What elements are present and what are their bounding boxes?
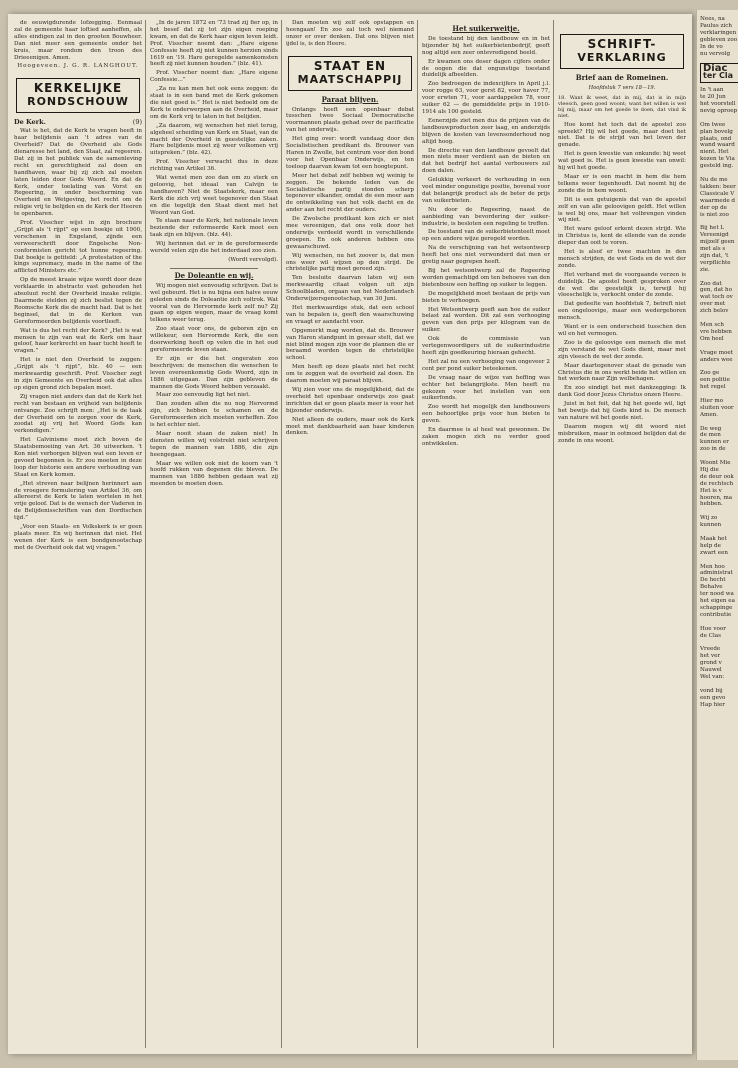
paragraph: En zoo eindigt het met dankzegging: Ik dank God door Jezus Christus onzen Heere. — [558, 385, 686, 399]
text-line — [700, 391, 738, 398]
text-line: gesteld ing. — [700, 163, 734, 170]
paragraph: Het ging over: wordt vandaag door den Socialistischen predikant ds. Brouwer van Haren in Zwolle, het centrum voor den bond voor het Openbaar Onderwijs, en ten toeloop daarvan kwam tot een hoogtepunt. — [286, 136, 414, 170]
paragraph: De toestand bij den landbouw en in het bijzonder bij het suikerbietenbedrijf, geeft nog altijd een zeer ontevredigend beeld. — [422, 35, 550, 56]
paragraph: En daarmee is al heel wat gewonnen. De zaken mogen zich nu verder goed ontwikkelen. — [422, 427, 550, 447]
article-title: Brief aan de Romeinen. — [575, 73, 669, 82]
text-line: Het is v — [700, 487, 722, 494]
adjacent-page-edge — [696, 10, 738, 1060]
text-line: Men hoo — [700, 563, 725, 570]
text-line: anders wee — [700, 356, 733, 363]
text-line: Amen. — [700, 411, 719, 418]
text-line: help de — [700, 542, 721, 549]
paragraph: Op de meest kraaie wijze wordt door deze verklaarde in abstracto vast gehouden het absoluut recht der Overheid inzake religie. Daarmede stelden zij zich beslist tegen de Roomsche Kerk die de macht had. Dat is het beginsel, dat in de Kerken van Gereformeerden belijdenis voortleeft. — [14, 277, 142, 325]
text-line: Paulus zich — [700, 22, 732, 29]
article-title — [14, 119, 142, 126]
column-rule — [145, 20, 146, 1048]
text-line: het voorstell — [700, 101, 736, 108]
paragraph: Het Calvinisme moet zich boven de Staatsbemoeiing van Art. 36 uitwerken. 't Kon niet verborgen blijven wat een leven er gevoed begonnen is. Er zou moeten in deze loop der historie een andere verhouding van Staat en Kerk komen. — [14, 437, 142, 478]
paragraph: Maar er is een macht in hem die hem telkens weer tegenhoudt. Dat noemt hij de zonde die in hem woont. — [558, 173, 686, 194]
paragraph: Zoo wordt het mogelijk den landbouwers een behoorlijke prijs voor hun bieten te geven. — [422, 404, 550, 425]
text-line: vre hebben — [700, 328, 732, 335]
column-rule — [417, 20, 418, 1048]
text-line: de deur ook — [700, 473, 734, 480]
section-header-line1: SCHRIFT- — [587, 37, 657, 51]
paragraph: Maar daartegenover staat de genade van Christus die in ons werkt beide het willen en het werken naar Zijn welbehagen. — [558, 362, 686, 383]
text-line: een gevo — [700, 694, 726, 701]
paragraph: Het verband met de voorgaande verzen is duidelijk. De apostel heeft gesproken over de wet die geestelijk is, terwijl hij vleeschelijk is, verkocht onder de zonde. — [558, 271, 686, 299]
text-line: is niet zoo — [700, 211, 729, 218]
text-line: De weg — [700, 425, 722, 432]
paragraph: Dan moeten wij zelf ook opstappen en heengaan! En zoo zal toch wel niemand onzer er over denken. Dat ons blijven niet ijdel is, is den Heere. — [286, 20, 414, 47]
article-intro: de eeuwigdurende lofzegging. Eenmaal zal de gemeente haar loftied aanheffen, als alles eindigen zal in den grooten Bouwheer. Dan niet meer een gemeente onder het kruis, maar rondom den troon des Drieeenigen. Amen. — [14, 20, 142, 61]
text-line: met als s — [700, 246, 726, 253]
paragraph: Het is alsof er twee machten in den mensch strijden, de wet Gods en de wet der zonde. — [558, 249, 686, 269]
text-line: kunnen — [700, 522, 722, 529]
paragraph: Het is geen kwestie van onkunde: hij weet wat goed is. Het is geen kwestie van onwil: hij wil het goede. — [558, 151, 686, 172]
text-line: wand waard — [700, 142, 735, 149]
text-line: Classicale V — [700, 190, 735, 197]
text-line: plaats, ond — [700, 135, 732, 142]
text-line: Men sch — [700, 321, 725, 328]
paragraph: Te staan naar de Kerk, het nationale leven beziende der reformeerde Kerk moet een taak zijn en blijven. (blz. 44). — [150, 218, 278, 239]
paragraph: Dat gedeelte van hoofdstuk 7, betreft niet een ongeloovige, maar een wedergeboren mensch. — [558, 301, 686, 322]
text-line: Hap hier — [700, 701, 725, 708]
text-line: een politie — [700, 377, 730, 384]
section-header-staat-en-maatschappij — [288, 56, 412, 91]
paragraph: Het is niet den Overheid te zeggen: „Grijpt als 't rijpt”, blz. 40 — een merkwaardig geschrift. Prof. Visscher zegt in zijn Gemeente en Overheid ook dat alles op eigen grond zich bepalen moet. — [14, 357, 142, 391]
column-1 — [14, 20, 142, 1048]
section-header-line2: RONDSCHOUW — [27, 95, 129, 109]
article-signature: Hoogeveen. J. G. R. LANGHOUT. — [17, 63, 139, 70]
text-line — [700, 115, 738, 122]
divider — [170, 268, 258, 269]
text-line: over met — [700, 301, 726, 308]
paragraph: Wij mogen niet eenvoudig schrijven. Dat is wel gebeurd. Het is nu bijna een halve eeuw geleden sinds de Doleantie zich voltrok. Wat vooral van de Hervormde kerk zelf nu? Zij gaan op eigen wegen, maar de vraag komt telkens weer terug. — [150, 282, 278, 324]
text-line: verklaringen — [700, 29, 737, 36]
text-line: Bij het L — [700, 225, 725, 232]
text-line: verpflichte — [700, 259, 731, 266]
text-line: De hecht — [700, 577, 726, 584]
paragraph: Wij zien voor ons de mogelijkheid, dat de overheid het openbaar onderwijs zoo gaat inrichten dat er geen plaats meer is voor het bijzonder onderwijs. — [286, 386, 414, 414]
paragraph: Wat wenst men zoo dan om zu sterk en geloovig, het ideaal van Calvijn te handhaven? Niet de Staatskerk, maar een Kerk die zich vrij weet tegenover den Staat en die tegelijk den Staat dient met het Woord van God. — [150, 175, 278, 216]
text-line: Vrage moet — [700, 349, 733, 356]
text-line: zoo in de — [700, 446, 726, 453]
text-line: takken: beer — [700, 183, 736, 190]
section-header-line2: MAATSCHAPPIJ — [297, 72, 403, 86]
text-line — [700, 170, 738, 177]
paragraph: Meer het debat zelf hebben wij weinig te zeggen. De bekende leden van de Socialistische partij stonden scherp tegenover elkander, omdat de een meer aan de ontwikkeling van het volk dacht en de ander aan het recht der ouders. — [286, 172, 414, 214]
text-line: Wij zo — [700, 515, 718, 522]
section-header-line2: VERKLARING — [577, 51, 667, 64]
paragraph: Prof. Visscher wijst in zijn brochure „Grijpt als 't rijpt” op een boekje uit 1900, verschenen in Engeland, zijnde een verweerschrift door Engelsche Non-conformisten gericht tot hunne regeering. Dat boekje is getiteld: „A protestation of the kings supremacy, made in the name of the afflicted Ministers etc.” — [14, 220, 142, 275]
paragraph: Juist in het feit, dat hij het goede wil, ligt het bewijs dat hij Gods kind is. De mensch van nature wil het goede niet. — [558, 401, 686, 421]
text-line: Maak het — [700, 535, 727, 542]
text-line: ter nood wa — [700, 591, 734, 598]
text-line: Om heel — [700, 335, 724, 342]
newspaper-page — [8, 14, 692, 1054]
section-header-kerkelijke-rondschouw — [16, 78, 140, 113]
text-line: Vreede — [700, 646, 721, 653]
paragraph: Wat is het, dat de Kerk te vragen heeft in haar belijdenis aan 't adres van de Overheid? Dat de Overheid als Gods dienaresse het land, den Staat, zal regeeren. Dat zij in het publiek van de samenleving recht en gerechtigheid zal doen en handhaven, waar bij zij zich zal moeten laten leiden door Gods Woord. En dat de Kerk, onder toelating van Vorst en Regeering, in onder bescherming van Overheid en Wetgeving, het recht om de religie vrij te belijden en de Kerk der Heeren te openbaren. — [14, 128, 142, 218]
text-line: nevig oproep — [700, 107, 738, 114]
text-line: Nees, na — [700, 16, 725, 22]
text-line: Zoo ge — [700, 370, 720, 377]
text-line: In de vo — [700, 43, 723, 50]
paragraph: Zoo is de geloovige een mensch die met zijn verstand de wet Gods dient, maar met zijn vleesch de wet der zonde. — [558, 339, 686, 360]
column-3 — [286, 20, 414, 1048]
adjacent-section-header — [700, 63, 738, 83]
paragraph: „In de jaren 1872 en '73 trad zij fier op, in het besef dat zij tot zijn eigen roeping kwam, en dat de Kerk haar eigen leven leidt. Prof. Visscher noemt dan: „Hare eigene Confessie heeft zij niet kunnen herzien sinds 1619 en '19. Hare geregelde samenkomsten heeft zij niet kunnen houden.” (blz. 41). — [150, 20, 278, 68]
paragraph: Ook de commissie van vertegenwoordigers uit de suikerindustrie heeft zijn goedkeuring hieraan gehecht. — [422, 336, 550, 356]
paragraph: „Za daarom, wij wenschen het niet terug, algeheel scheiding van Kerk en Staat, van de macht der Overheid in geestelijke zaken. Hare belijdenis moet zij weer volkomen vrij uitspreken.” (blz. 42). — [150, 122, 278, 157]
text-line — [700, 557, 738, 564]
paragraph: Men heeft op deze plaats niet het recht om te zeggen wat de overheid zal doen. En daarom moeten wij paraat blijven. — [286, 364, 414, 385]
paragraph: „Voor een Staats- en Volkskerk is er geen plaats meer. En wij herinnen dat niet. Het wenen der Kerk is een bondgenootschap met de Overheid ook dat wij vragen.” — [14, 524, 142, 551]
column-rule — [553, 20, 554, 1048]
article-title: De Doleantie en wij. — [174, 270, 254, 280]
paragraph: „Het streven naar belijnen herinnert aan de vroegere formulering van Artikel 36, om allereerst de Kerk te laten wortelen in het vrije geloof. Dat is de wensch der Vaderen in de Belijdenisschriften van den Dordtschen tijd.” — [14, 480, 142, 522]
text-line: der op de — [700, 204, 727, 211]
article-number: (9) — [132, 118, 142, 127]
paragraph: Nu door de Regeering, naast de aanbieding van bevordering der suiker-industrie, is besloten een regeling te treffen. — [422, 206, 550, 227]
paragraph: Hoe komt het toch dat de apostel zoo spreekt? Hij wil het goede, maar doet het niet. Dat is de strijd van het leven der genade. — [558, 121, 686, 149]
text-line: Hij die — [700, 466, 719, 473]
text-line: Woont Mie — [700, 460, 731, 467]
text-line: zwart een — [700, 549, 728, 556]
paragraph: Prof. Visscher verwacht dus in deze richting van Artikel 36. — [150, 159, 278, 173]
text-line: Zoo dat — [700, 280, 722, 287]
paragraph: Wij herinnen dat er in de gereformeerde wereld velen zijn die het inderdaad zoo zien. — [150, 241, 278, 255]
text-line — [700, 619, 738, 626]
text-line: In 't aan — [700, 87, 724, 94]
paragraph: Het zal nu een verhooging van ongeveer 2 cent per pond suiker beteekenen. — [422, 358, 550, 372]
text-line: kunnen er — [700, 439, 729, 446]
text-line: plan bovelg — [700, 128, 733, 135]
paragraph: Zoo bedroegen de indexcijfers in April j.l. voor rogge 63, voor gerst 82, voor haver 77, voor erwten 71, voor aardappelen 78, voor suiker 62 — de gemiddelde prijs in 1910-1914 als 100 gesteld. — [422, 81, 550, 115]
paragraph: Dit is een getuigenis dat van de apostel zelf en van alle geloovigen geldt. Het willen is wel bij ons, maar het volbrengen vinden wij niet. — [558, 196, 686, 224]
paragraph: Niet alleen de ouders, maar ook de Kerk moet met dankbaarheid aan haar kinderen denken. — [286, 416, 414, 437]
section-header-schriftverklaring — [560, 34, 684, 69]
text-line — [700, 640, 738, 647]
column-2 — [150, 20, 278, 1048]
text-line: Hoe voor — [700, 625, 726, 632]
text-line: mijzelf geen — [700, 239, 735, 246]
text-line: administrat — [700, 570, 733, 577]
text-line — [700, 453, 738, 460]
paragraph: Wij wenschen, nu het zoover is, dat men ons weer wil wijzen op den strijd. De christelijke partij moet gereed zijn. — [286, 252, 414, 273]
paragraph: Dan zouden allen die nu nog Hervormd zijn, zich hebben te schamen en de Gereformeerden zich moeten verheffen. Zoo is het echter niet. — [150, 401, 278, 429]
text-line: waarmede d — [700, 197, 735, 204]
article-title: Het suikerweitje. — [452, 24, 520, 33]
paragraph: Zij vragen niet anders dan dat de Kerk het recht van bestaan en vrijheid van belijdenis ontvange. Zoo schrijft men: „Het is de taak der Overheid om te zorgen voor de Kerk, zoodat zij vrij het Woord Gods kan verkondigen.” — [14, 393, 142, 435]
text-line: te 20 Jun — [700, 94, 726, 101]
paragraph: Gelukkig verkeert de verhouding in een veel minder ongunstige positie, bovenal voor dat belangrijk product als de beter de prijs van suikerbieten. — [422, 177, 550, 204]
paragraph: Opgemerkt mag worden, dat ds. Brouwer van Haren standpunt in gevaar stelt, dat we niet blind mogen zijn voor de plannen die er beraamd worden tegen de christelijke school. — [286, 327, 414, 362]
paragraph: Er zijn er die het ongeraten zoo beschrijven: de menschen die wenschen te leven overeenkomstig Gods Woord, zijn in 1886 uitgegaan. Dan zijn gebleven de mannen die Gods Woord hebben verzaakt. — [150, 355, 278, 390]
bible-verse: 18. Want ik weet, dat in mij, dat is in mijn vleesch, geen goed woont; want het willen is wel bij mij, maar om het goede te doen, dat vind ik niet. — [558, 94, 686, 120]
text-line: de Clas — [700, 632, 721, 639]
paragraph: Want er is een onderscheid tusschen den wil en het vermogen. — [558, 324, 686, 337]
text-line: vond bij — [700, 687, 723, 694]
article-title-text: De Kerk. — [14, 118, 46, 127]
text-line: Vereenigd — [700, 232, 729, 239]
text-line: grond v — [700, 660, 722, 667]
paragraph: Het Wetsontwerp geeft aan hoe de suiker belast zal worden. Dit zal een verhooging geven van den prijs per kilogram van de suiker. — [422, 306, 550, 334]
text-line: Om twee — [700, 121, 726, 128]
text-line: de men — [700, 432, 721, 439]
chapter-reference: Hoofdstuk 7 vers 18—19. — [588, 84, 656, 91]
paragraph: Eenerzijds ziet men dus de prijzen van de landbouwproducten zeer laag, en anderzijds blijven de kosten van levensonderhoud nog altijd hoog. — [422, 117, 550, 145]
text-line: Wel van: — [700, 674, 725, 681]
paragraph: Na de verschijning van het wetsontwerp heeft het ons niet verwonderd dat men er gretig naar gegrepen heeft. — [422, 245, 550, 266]
adjacent-page-more — [700, 87, 738, 708]
paragraph: Bij het wetsontwerp zal de Regeering worden gemachtigd om ten behoeve van den bietenbouw een heffing op suiker te leggen. — [422, 268, 550, 288]
text-line: hebben. — [700, 501, 723, 508]
text-line: Nu de me — [700, 177, 728, 183]
paragraph: Prof. Visscher noemt dan: „Hare eigene Confessie...” — [150, 70, 278, 84]
paragraph: Het ware geloof erkent dezen strijd. Wie in Christus is, kent de ellende van de zonde dieper dan ooit te voren. — [558, 226, 686, 247]
text-line: zie. — [700, 266, 710, 273]
text-line — [700, 681, 738, 688]
text-line: nient. Het — [700, 149, 729, 156]
paragraph: De toestand van de suikerbietenteelt moet op een andere wijze geregeld worden. — [422, 229, 550, 243]
text-line: schappinge — [700, 605, 733, 612]
text-line: het regel — [700, 384, 726, 391]
paragraph: Maar nooit staan de zaken niet! In diensten willen wij volstrekt niet schrijven tegen de mannen van 1886, die zijn heengegaan. — [150, 430, 278, 458]
text-line — [700, 508, 738, 515]
text-line: wat toch ov — [700, 294, 733, 301]
text-line: Hier mo — [700, 397, 724, 404]
header-line: Diac — [703, 63, 728, 75]
paragraph: Maar we willen ook niet de koorn van 't hoofd rukken van degenen die bleven. De mannen van 1886 hebben gedaan wat zij meenden te moeten doen. — [150, 460, 278, 488]
paragraph: De vraag naar de wijze van heffing was echter het belangrijkste. Men heeft nu gekozen voor het instellen van een suikerfonds. — [422, 374, 550, 402]
text-line: het eigen ea — [700, 598, 735, 605]
text-line: zijn dat, 't — [700, 252, 729, 259]
article-title: Paraat blijven. — [321, 94, 379, 104]
text-line: kozen te Via — [700, 156, 735, 163]
text-line — [700, 274, 738, 281]
text-line — [700, 529, 738, 536]
paragraph: Maar zoo eenvoudig ligt het niet. — [156, 392, 251, 399]
text-line: Behalve — [700, 584, 723, 591]
paragraph: „Za nu kan men het ook eens zeggen: de staat is in een band met de Kerk gekomen die niet goed is.” Het is niet bedoeld om de Kerk te onderwerpen aan de Overheid, maar om de Kerk vrij te laten in het belijden. — [150, 86, 278, 120]
continued-note: (Wordt vervolgd). — [228, 257, 278, 263]
paragraph: Daarom mogen wij dit woord niet misbruiken, maar in ootmoed belijden dat de zonde in ons woont. — [558, 423, 686, 444]
text-line: de rechtsch — [700, 480, 734, 487]
paragraph: De Zwolsche predikant kon zich er niet mee vereenigen, dat ons volk door het onderwijs verdeeld wordt in verschillende groepen. En ook anderen hebben ons gewaarschuwd. — [286, 216, 414, 250]
paragraph: Er kwamen ons deser dagen cijfers onder de oogen die dat ongunstige toestand duidelijk afbeelden. — [422, 58, 550, 79]
text-line: hooren, ma — [700, 494, 733, 501]
paragraph: De mogelijkheid moet bestaan de prijs van bieten te verhoogen. — [422, 290, 550, 304]
text-line: contributie — [700, 611, 732, 618]
paragraph: Ten besluite daarvan laten wij een merkwaardig citaat volgen uit zijn Schoolbladen, orgaan van het Nederlandsch Onderwijzersgenootschap, van 30 Juni. — [286, 275, 414, 303]
text-line: Nauwel — [700, 667, 722, 674]
column-5 — [558, 20, 686, 1048]
column-rule — [281, 20, 282, 1048]
text-line: het ver — [700, 653, 721, 660]
paragraph: Zoo staat voor ons, de geboren zijn en willekeur, een Hervormde Kerk, die een doorwerking heeft op velen die in het oud gereformeerde leven staan. — [150, 326, 278, 353]
paragraph: Wat is dus het recht der Kerk? „Het is wat mensen te zijn van wat de Kerk om haar geloof, haar kerkrecht en haar tucht heeft te vragen.” — [14, 327, 142, 355]
text-line: gebleven zoo — [700, 36, 738, 43]
text-line — [700, 343, 738, 350]
text-line: nu vervolg — [700, 50, 731, 57]
section-header-line1: KERKELIJKE — [33, 81, 123, 96]
text-line: zich belov — [700, 308, 729, 315]
paragraph: Ontangs heeft een openbaar debat tusschen twee Sociaal Democratische voormannen plaats gehad over de pacificatie van het onderwijs. — [286, 106, 414, 134]
paragraph: Het merkwaardige stuk, dat een school van te bepalen is, geeft den waarschuwing en vraagt er aandacht voor. — [286, 305, 414, 325]
section-header-line1: STAAT EN — [313, 58, 387, 73]
text-line: gen, dat ho — [700, 287, 732, 294]
header-line: ter Cla — [703, 71, 733, 81]
text-line — [700, 218, 738, 225]
paragraph: De directie van den landbouw gevoelt dat men niets meer verdient aan de bieten en dat het bedrijf het aantal verbouwers zal doen dalen. — [422, 147, 550, 175]
text-line — [700, 419, 738, 426]
text-line: sluiten voor — [700, 404, 734, 411]
text-line — [700, 315, 738, 322]
adjacent-page-text — [700, 16, 738, 709]
text-line — [700, 363, 738, 370]
column-4 — [422, 20, 550, 1048]
